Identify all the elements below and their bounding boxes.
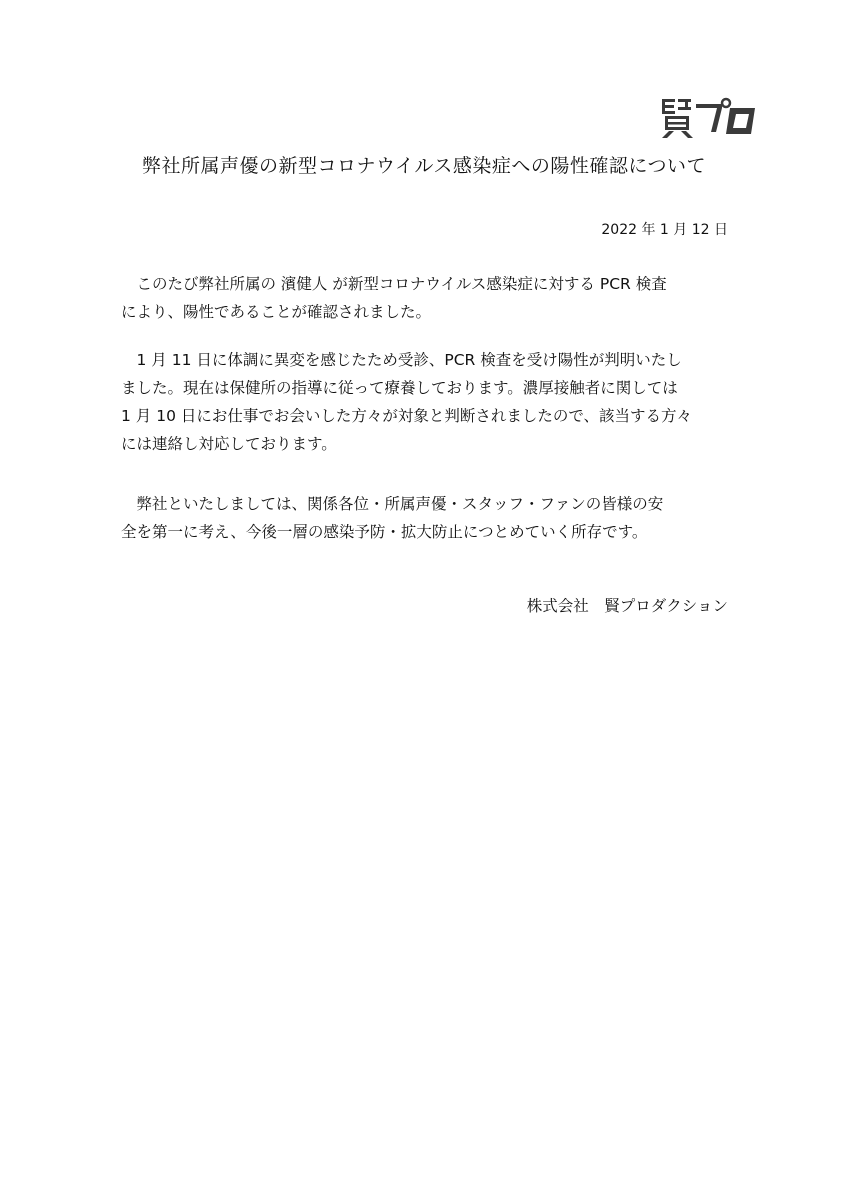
page-title: 弊社所属声優の新型コロナウイルス感染症への陽性確認について: [142, 155, 706, 177]
paragraph-line: 弊社といたしましては、関係各位・所属声優・スタッフ・ファンの皆様の安: [121, 495, 664, 513]
paragraph-line: により、陽性であることが確認されました。: [121, 303, 432, 321]
paragraph-3: [121, 490, 731, 546]
paragraph-line: ました。現在は保健所の指導に従って療養しております。濃厚接触者に関しては: [121, 379, 678, 397]
company-logo: [660, 96, 756, 140]
paragraph-line: 1 月 11 日に体調に異変を感じたため受診、PCR 検査を受け陽性が判明いたし: [121, 351, 682, 369]
paragraph-2: [121, 346, 731, 458]
paragraph-line: 1 月 10 日にお仕事でお会いした方々が対象と判断されましたので、該当する方々: [121, 407, 693, 425]
paragraph-1: [121, 270, 731, 326]
paragraph-line: 全を第一に考え、今後一層の感染予防・拡大防止につとめていく所存です。: [121, 523, 648, 541]
paragraph-line: このたび弊社所属の 濱健人 が新型コロナウイルス感染症に対する PCR 検査: [121, 275, 667, 293]
company-signature: 株式会社 賢プロダクション: [526, 597, 728, 615]
paragraph-line: には連絡し対応しております。: [121, 435, 337, 453]
document-date: 2022 年 1 月 12 日: [601, 222, 728, 238]
